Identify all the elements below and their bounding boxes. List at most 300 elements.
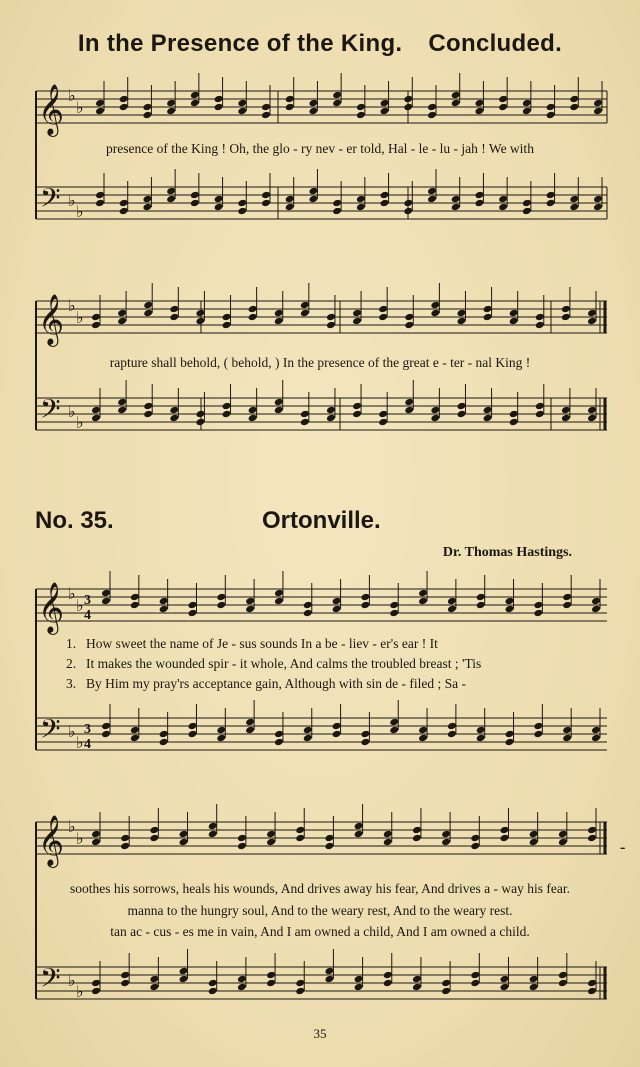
notehead — [308, 195, 318, 204]
notehead — [117, 309, 127, 318]
song-title: In the Presence of the King. — [77, 30, 403, 57]
notehead — [130, 601, 140, 610]
svg-text:♭: ♭ — [68, 817, 76, 836]
notehead — [274, 738, 284, 747]
notehead — [591, 597, 601, 606]
notehead — [142, 111, 152, 120]
notehead — [91, 979, 101, 988]
notehead — [498, 195, 508, 204]
notehead — [195, 317, 205, 326]
notehead — [142, 195, 152, 204]
notehead — [389, 601, 399, 610]
bass-clef-icon: 𝄢 — [40, 962, 61, 1000]
notehead — [457, 402, 467, 411]
notehead — [142, 203, 152, 212]
notehead — [237, 983, 247, 992]
notehead — [430, 406, 440, 415]
notehead — [285, 95, 295, 104]
notehead — [483, 313, 493, 322]
notehead — [120, 842, 130, 851]
notehead — [476, 726, 486, 735]
notehead — [593, 99, 603, 108]
notehead — [274, 406, 284, 415]
notehead — [451, 195, 461, 204]
notehead — [470, 842, 480, 851]
notehead — [119, 199, 129, 208]
notehead — [222, 313, 232, 322]
notehead — [195, 309, 205, 318]
notehead — [326, 321, 336, 330]
notehead — [91, 321, 101, 330]
notehead — [535, 410, 545, 419]
notehead — [352, 309, 362, 318]
notehead — [308, 187, 318, 196]
notehead — [120, 971, 130, 980]
notehead — [470, 834, 480, 843]
notehead — [266, 838, 276, 847]
notehead — [95, 107, 105, 116]
svg-text:♭: ♭ — [76, 829, 84, 848]
notehead — [427, 187, 437, 196]
notehead — [303, 609, 313, 618]
notehead — [159, 605, 169, 614]
notehead — [569, 95, 579, 104]
notehead — [216, 734, 226, 743]
notehead — [441, 838, 451, 847]
notehead — [95, 99, 105, 108]
notehead — [569, 195, 579, 204]
notehead — [190, 199, 200, 208]
notehead — [354, 983, 364, 992]
notehead — [587, 414, 597, 423]
notehead — [354, 830, 364, 839]
notehead — [483, 406, 493, 415]
notehead — [285, 103, 295, 112]
svg-text:♭: ♭ — [76, 733, 84, 752]
treble-clef-icon: 𝄞 — [38, 582, 65, 633]
notehead — [593, 107, 603, 116]
verse-2-line-2: manna to the hungry soul, And to the weary rest, And to the weary rest. — [127, 903, 513, 918]
notehead — [274, 317, 284, 326]
notehead — [383, 971, 393, 980]
treble-staff-2 — [36, 301, 607, 333]
svg-text:♭: ♭ — [76, 982, 84, 1001]
notehead — [404, 321, 414, 330]
notehead — [166, 187, 176, 196]
notehead — [383, 979, 393, 988]
notehead — [389, 726, 399, 735]
notehead — [587, 309, 597, 318]
svg-text:♭: ♭ — [68, 191, 76, 210]
notehead — [404, 398, 414, 407]
notehead — [561, 414, 571, 423]
treble-clef-icon: 𝄞 — [38, 84, 65, 135]
notehead — [546, 191, 556, 200]
notehead — [214, 95, 224, 104]
notehead — [569, 103, 579, 112]
notehead — [119, 103, 129, 112]
notehead — [208, 987, 218, 996]
notehead — [332, 199, 342, 208]
notehead — [352, 402, 362, 411]
notehead — [389, 609, 399, 618]
notehead — [499, 975, 509, 984]
notehead — [326, 406, 336, 415]
notehead — [303, 734, 313, 743]
notehead — [356, 111, 366, 120]
notehead — [509, 410, 519, 419]
treble-staff-3 — [36, 589, 607, 621]
notehead — [245, 597, 255, 606]
svg-text:♭: ♭ — [68, 584, 76, 603]
notehead — [117, 406, 127, 415]
notehead — [499, 983, 509, 992]
notehead — [308, 107, 318, 116]
notehead — [533, 730, 543, 739]
notehead — [179, 830, 189, 839]
notehead — [529, 830, 539, 839]
notehead — [332, 730, 342, 739]
notehead — [149, 826, 159, 835]
notehead — [237, 199, 247, 208]
notehead — [149, 983, 159, 992]
notehead — [587, 406, 597, 415]
notehead — [412, 975, 422, 984]
notehead — [380, 99, 390, 108]
notehead — [360, 593, 370, 602]
notehead — [237, 842, 247, 851]
notehead — [562, 734, 572, 743]
notehead — [447, 730, 457, 739]
notehead — [261, 111, 271, 120]
notehead — [300, 410, 310, 419]
notehead — [248, 406, 258, 415]
page-number: 35 — [313, 1026, 327, 1041]
notehead — [308, 99, 318, 108]
notehead — [427, 111, 437, 120]
notehead — [166, 99, 176, 108]
notehead — [505, 597, 515, 606]
verse-3-line-1: 3. By Him my pray'rs acceptance gain, Although with sin de - filed ; Sa - — [66, 676, 466, 691]
svg-text:♭: ♭ — [76, 308, 84, 327]
notehead — [499, 834, 509, 843]
notehead — [546, 111, 556, 120]
svg-text:3: 3 — [84, 593, 91, 608]
notehead — [593, 203, 603, 212]
svg-text:♭: ♭ — [76, 596, 84, 615]
notehead — [427, 103, 437, 112]
notehead — [208, 830, 218, 839]
notehead — [91, 406, 101, 415]
notehead — [535, 321, 545, 330]
notehead — [274, 589, 284, 598]
notehead — [266, 971, 276, 980]
notehead — [498, 103, 508, 112]
notehead — [208, 822, 218, 831]
notehead — [216, 726, 226, 735]
svg-text:♭: ♭ — [76, 98, 84, 117]
notehead — [274, 730, 284, 739]
notehead — [404, 313, 414, 322]
composer-credit: Dr. Thomas Hastings. — [442, 545, 572, 560]
notehead — [378, 410, 388, 419]
notehead — [418, 734, 428, 743]
notehead — [533, 722, 543, 731]
notehead — [474, 199, 484, 208]
notehead — [295, 987, 305, 996]
notehead — [190, 99, 200, 108]
notehead — [356, 195, 366, 204]
notehead — [378, 305, 388, 314]
notehead — [143, 410, 153, 419]
notehead — [483, 305, 493, 314]
notehead — [498, 95, 508, 104]
notehead — [295, 826, 305, 835]
notehead — [546, 199, 556, 208]
notehead — [529, 838, 539, 847]
notehead — [561, 305, 571, 314]
notehead — [383, 838, 393, 847]
notehead — [195, 410, 205, 419]
notehead — [159, 738, 169, 747]
notehead — [222, 321, 232, 330]
notehead — [332, 605, 342, 614]
notehead — [266, 979, 276, 988]
notehead — [91, 414, 101, 423]
notehead — [389, 718, 399, 727]
notehead — [143, 309, 153, 318]
notehead — [593, 195, 603, 204]
notehead — [237, 99, 247, 108]
continuation-mark: - — [620, 839, 626, 856]
notehead — [561, 406, 571, 415]
notehead — [380, 107, 390, 116]
notehead — [441, 979, 451, 988]
notehead — [360, 738, 370, 747]
notehead — [117, 317, 127, 326]
notehead — [470, 979, 480, 988]
notehead — [332, 597, 342, 606]
notehead — [190, 91, 200, 100]
notehead — [159, 597, 169, 606]
notehead — [245, 718, 255, 727]
notehead — [457, 309, 467, 318]
notehead — [324, 967, 334, 976]
notehead — [274, 398, 284, 407]
verse-1-line-1: 1. How sweet the name of Je - sus sounds In a be - liev - er's ear ! It — [66, 636, 438, 651]
notehead — [476, 593, 486, 602]
notehead — [546, 103, 556, 112]
notehead — [332, 207, 342, 216]
notehead — [476, 734, 486, 743]
notehead — [451, 91, 461, 100]
bass-clef-icon: 𝄢 — [40, 713, 61, 751]
notehead — [274, 597, 284, 606]
notehead — [179, 975, 189, 984]
svg-text:♭: ♭ — [68, 722, 76, 741]
notehead — [285, 195, 295, 204]
notehead — [261, 191, 271, 200]
svg-text:♭: ♭ — [68, 402, 76, 421]
notehead — [558, 838, 568, 847]
notehead — [326, 313, 336, 322]
svg-text:3: 3 — [84, 722, 91, 737]
notehead — [237, 107, 247, 116]
notehead — [169, 305, 179, 314]
notehead — [95, 199, 105, 208]
notehead — [529, 975, 539, 984]
notehead — [179, 838, 189, 847]
notehead — [447, 722, 457, 731]
notehead — [169, 406, 179, 415]
notehead — [130, 593, 140, 602]
notehead — [303, 726, 313, 735]
notehead — [522, 207, 532, 216]
notehead — [403, 199, 413, 208]
notehead — [412, 826, 422, 835]
notehead — [483, 414, 493, 423]
notehead — [324, 842, 334, 851]
notehead — [130, 726, 140, 735]
verse-2-line-1: 2. It makes the wounded spir - it whole, And calms the troubled breast ; 'Tis — [66, 656, 482, 671]
notehead — [535, 402, 545, 411]
notehead — [509, 317, 519, 326]
notehead — [418, 597, 428, 606]
notehead — [474, 191, 484, 200]
notehead — [119, 95, 129, 104]
notehead — [470, 971, 480, 980]
notehead — [457, 317, 467, 326]
notehead — [441, 987, 451, 996]
notehead — [187, 730, 197, 739]
notehead — [569, 203, 579, 212]
notehead — [91, 313, 101, 322]
notehead — [451, 99, 461, 108]
notehead — [383, 830, 393, 839]
notehead — [216, 593, 226, 602]
notehead — [300, 418, 310, 427]
notehead — [149, 834, 159, 843]
notehead — [261, 103, 271, 112]
notehead — [143, 301, 153, 310]
treble-clef-icon: 𝄞 — [38, 815, 65, 866]
notehead — [522, 99, 532, 108]
notehead — [142, 103, 152, 112]
notehead — [562, 593, 572, 602]
notehead — [195, 418, 205, 427]
notehead — [95, 191, 105, 200]
notehead — [222, 402, 232, 411]
notehead — [237, 207, 247, 216]
notehead — [295, 834, 305, 843]
notehead — [352, 410, 362, 419]
notehead — [166, 195, 176, 204]
notehead — [591, 605, 601, 614]
lyric-line-2: rapture shall behold, ( behold, ) In the presence of the great e - ter - nal King ! — [109, 355, 531, 370]
notehead — [101, 730, 111, 739]
notehead — [587, 979, 597, 988]
notehead — [474, 107, 484, 116]
verse-1-line-2: soothes his sorrows, heals his wounds, And drives away his fear, And drives a - way his fear. — [69, 881, 570, 896]
notehead — [324, 975, 334, 984]
notehead — [303, 601, 313, 610]
notehead — [412, 983, 422, 992]
notehead — [427, 195, 437, 204]
notehead — [216, 601, 226, 610]
notehead — [332, 722, 342, 731]
notehead — [587, 826, 597, 835]
notehead — [101, 722, 111, 731]
hymn-title: Ortonville. — [262, 507, 381, 534]
notehead — [587, 834, 597, 843]
notehead — [130, 734, 140, 743]
notehead — [101, 597, 111, 606]
notehead — [169, 414, 179, 423]
notehead — [509, 309, 519, 318]
notehead — [412, 834, 422, 843]
svg-text:♭: ♭ — [68, 86, 76, 105]
notehead — [356, 103, 366, 112]
notehead — [356, 203, 366, 212]
notehead — [332, 91, 342, 100]
treble-clef-icon: 𝄞 — [38, 294, 65, 345]
notehead — [430, 309, 440, 318]
notehead — [120, 979, 130, 988]
notehead — [360, 730, 370, 739]
notehead — [91, 987, 101, 996]
notehead — [562, 601, 572, 610]
notehead — [222, 410, 232, 419]
notehead — [505, 730, 515, 739]
notehead — [214, 195, 224, 204]
notehead — [447, 597, 457, 606]
notehead — [561, 313, 571, 322]
notehead — [179, 967, 189, 976]
notehead — [380, 191, 390, 200]
notehead — [535, 313, 545, 322]
notehead — [378, 313, 388, 322]
svg-text:♭: ♭ — [68, 296, 76, 315]
notehead — [380, 199, 390, 208]
notehead — [187, 601, 197, 610]
notehead — [354, 822, 364, 831]
svg-text:♭: ♭ — [76, 202, 84, 221]
notehead — [120, 834, 130, 843]
notehead — [159, 730, 169, 739]
notehead — [208, 979, 218, 988]
notehead — [149, 975, 159, 984]
svg-text:♭: ♭ — [68, 971, 76, 990]
notehead — [533, 609, 543, 618]
notehead — [533, 601, 543, 610]
hymn-number: No. 35. — [35, 507, 114, 534]
notehead — [430, 301, 440, 310]
notehead — [591, 726, 601, 735]
notehead — [245, 726, 255, 735]
notehead — [266, 830, 276, 839]
time-signature — [84, 593, 91, 752]
notehead — [529, 983, 539, 992]
notehead — [476, 601, 486, 610]
notehead — [404, 406, 414, 415]
notehead — [558, 979, 568, 988]
verse-3-line-2: tan ac - cus - es me in vain, And I am owned a child, And I am owned a child. — [110, 924, 530, 939]
notehead — [248, 313, 258, 322]
bass-clef-icon: 𝄢 — [40, 182, 61, 220]
flat-icon — [68, 86, 84, 1001]
notehead — [91, 830, 101, 839]
notehead — [562, 726, 572, 735]
